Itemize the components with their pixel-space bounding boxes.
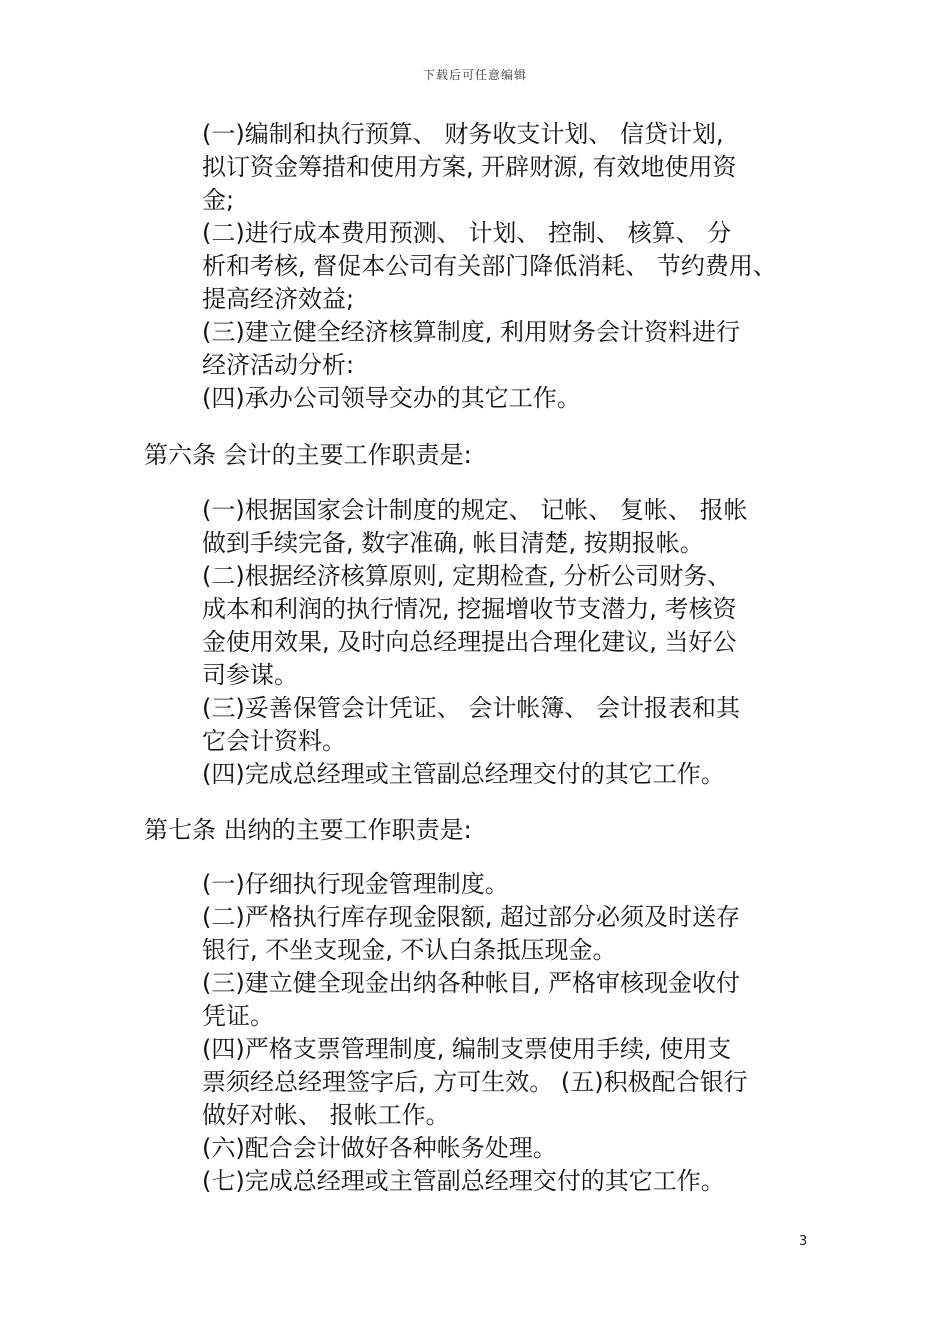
text-line: 拟订资金筹措和使用方案, 开辟财源, 有效地使用资	[202, 153, 737, 181]
text-line: 成本和利润的执行情况, 挖掘增收节支潜力, 考核资	[202, 595, 737, 623]
text-line: (一)仔细执行现金管理制度。	[202, 870, 509, 898]
text-line: 银行, 不坐支现金, 不认白条抵压现金。	[202, 936, 617, 964]
text-line: 司参谋。	[202, 661, 298, 689]
text-line: (二)严格执行库存现金限额, 超过部分必须及时送存	[202, 903, 740, 931]
page-number: 3	[799, 1234, 808, 1249]
text-line: (七)完成总经理或主管副总经理交付的其它工作。	[202, 1167, 725, 1195]
section-duties-list-b	[202, 494, 772, 791]
text-line: 凭证。	[202, 1002, 274, 1030]
text-line: (四)严格支票管理制度, 编制支票使用手续, 使用支	[202, 1035, 732, 1063]
text-line: (三)建立健全现金出纳各种帐目, 严格审核现金收付	[202, 969, 740, 997]
article-6-heading: 第六条 会计的主要工作职责是:	[144, 441, 472, 469]
text-line: (二)进行成本费用预测、 计划、 控制、 核算、 分	[202, 219, 732, 247]
text-line: 经济活动分析:	[202, 351, 355, 379]
section-duties-list-c	[202, 868, 772, 1198]
text-line: 提高经济效益;	[202, 285, 355, 313]
section-duties-list-a	[202, 118, 777, 415]
text-line: (四)完成总经理或主管副总经理交付的其它工作。	[202, 760, 725, 788]
text-line: (四)承办公司领导交办的其它工作。	[202, 384, 581, 412]
text-line: 金使用效果, 及时向总经理提出合理化建议, 当好公	[202, 628, 737, 656]
text-line: 做好对帐、 报帐工作。	[202, 1101, 450, 1129]
text-line: (三)建立健全经济核算制度, 利用财务会计资料进行	[202, 318, 740, 346]
text-line: 它会计资料。	[202, 727, 346, 755]
text-line: 金;	[202, 186, 235, 214]
text-line: (三)妥善保管会计凭证、 会计帐簿、 会计报表和其	[202, 694, 740, 722]
text-line: (六)配合会计做好各种帐务处理。	[202, 1134, 557, 1162]
text-line: 票须经总经理签字后, 方可生效。 (五)积极配合银行	[202, 1068, 748, 1096]
page-header: 下载后可任意编辑	[422, 68, 527, 82]
text-line: (二)根据经济核算原则, 定期检查, 分析公司财务、	[202, 562, 732, 590]
article-7-heading: 第七条 出纳的主要工作职责是:	[144, 816, 472, 844]
text-line: 做到手续完备, 数字准确, 帐目清楚, 按期报帐。	[202, 529, 704, 557]
text-line: 析和考核, 督促本公司有关部门降低消耗、 节约费用、	[202, 252, 777, 280]
text-line: (一)编制和执行预算、 财务收支计划、 信贷计划,	[202, 120, 724, 148]
text-line: (一)根据国家会计制度的规定、 记帐、 复帐、 报帐	[202, 496, 748, 524]
